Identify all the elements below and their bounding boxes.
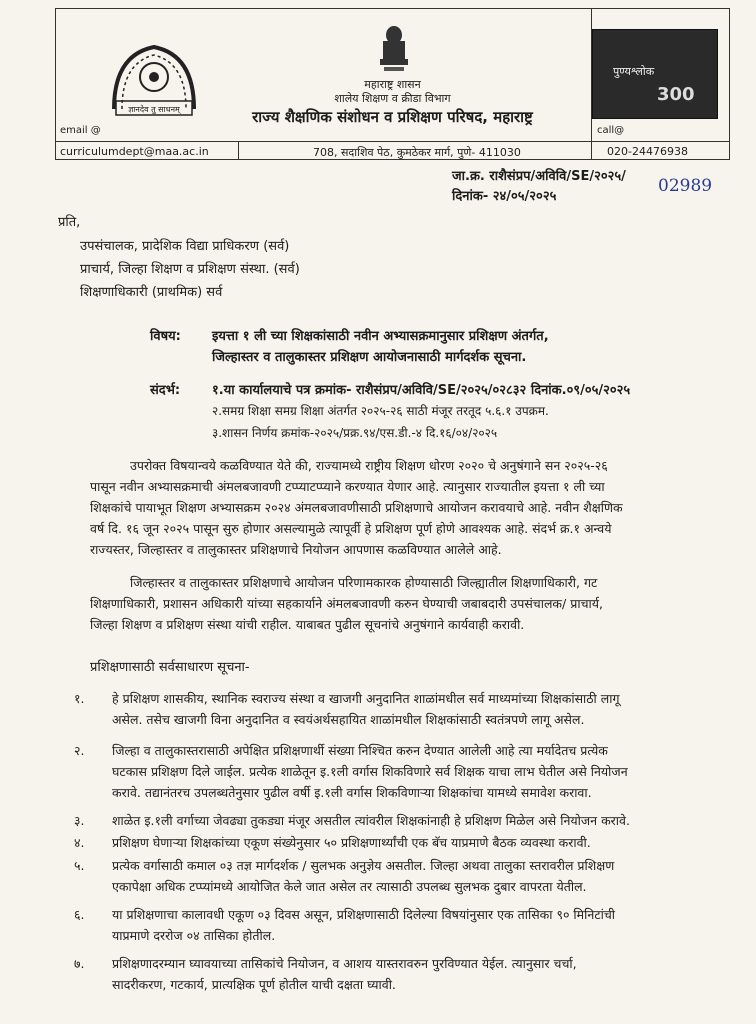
instruction-item <box>112 810 712 831</box>
divider <box>238 141 239 159</box>
call-label: call@ <box>597 125 625 136</box>
item-line: करावे. तद्यानंतरच उपलब्धतेनुसार पुढील वर्षी इ.१ली वर्गास शिकविणाऱ्या शिक्षकांचा यामध्ये समावेश करावा. <box>112 785 592 800</box>
paragraph-line: पासून नवीन अभ्यासक्रमाची अंमलबजावणी टप्प्याटप्प्याने करण्यात येणार आहे. त्यानुसार राज्यातील इयत्ता १ ली च्या <box>90 479 605 494</box>
paragraph-line: जिल्हा शिक्षण व प्रशिक्षण संस्था यांची राहील. याबाबत पुढील सूचनांचे अनुषंगाने कार्यवाही करावी. <box>90 617 525 632</box>
subject-label: विषय: <box>150 329 181 344</box>
item-number: ५. <box>74 858 85 873</box>
instruction-item <box>112 953 712 995</box>
addressee-label: प्रति, <box>58 215 81 230</box>
logo-motto: ज्ञानदेव तु साधनम् <box>128 105 180 114</box>
government-name: महाराष्ट्र शासन <box>364 78 421 91</box>
letter-reference-number: जा.क्र. राशैसंप्रप/अविवि/SE/२०२५/ <box>452 169 626 184</box>
paragraph-line: उपरोक्त विषयान्वये कळविण्यात येते की, राज्यामध्ये राष्ट्रीय शिक्षण धोरण २०२० चे अनुषंगाने सन २०२५-२६ <box>130 458 608 473</box>
item-number: ७. <box>74 956 85 971</box>
instruction-item <box>112 688 712 730</box>
item-line: सादरीकरण, गटकार्य, प्रात्यक्षिक पूर्ण होतील याची दक्षता घ्यावी. <box>112 977 396 992</box>
paragraph-line: राज्यस्तर, जिल्हास्तर व तालुकास्तर प्रशिक्षणाचे नियोजन आपणास कळविण्यात आलेले आहे. <box>90 542 502 557</box>
body-paragraph-1 <box>90 455 700 560</box>
item-line: प्रशिक्षण घेणाऱ्या शिक्षकांच्या एकूण संख्येनुसार ५० प्रशिक्षणार्थ्यांची एक बॅच याप्रमाणे बैठक व्यवस्था करावी. <box>112 835 591 850</box>
instruction-item <box>112 740 712 803</box>
general-instructions-heading: प्रशिक्षणासाठी सर्वसाधारण सूचना- <box>90 660 250 675</box>
letter-date: दिनांक- २४/०५/२०२५ <box>452 189 557 204</box>
recipient-line: प्राचार्य, जिल्हा शिक्षण व प्रशिक्षण संस्था. (सर्व) <box>80 262 300 277</box>
recipient-line: शिक्षणाधिकारी (प्राथमिक) सर्व <box>80 285 223 300</box>
item-line: या प्रशिक्षणाचा कालावधी एकूण ०३ दिवस असून, प्रशिक्षणासाठी दिलेल्या विषयांनुसार एक तासिका ९० मिनिटांची <box>112 907 616 922</box>
anniversary-logo-number: 300 <box>657 84 695 105</box>
reference-line: २.समग्र शिक्षा समग्र शिक्षा अंतर्गत २०२५-२६ साठी मंजूर तरतूद ५.६.१ उपक्रम. <box>212 404 549 418</box>
body-paragraph-2 <box>90 572 700 635</box>
letterhead <box>55 8 730 160</box>
item-line: जिल्हा व तालुकास्तरासाठी अपेक्षित प्रशिक्षणार्थी संख्या निश्चित करुन देण्यात आलेली आहे त्या मर्यादेतच प्रत्येक <box>112 743 608 758</box>
subject-line: इयत्ता १ ली च्या शिक्षकांसाठी नवीन अभ्यासक्रमानुसार प्रशिक्षण अंतर्गत, <box>212 329 549 344</box>
anniversary-logo-tag: पुण्यश्लोक <box>613 65 655 78</box>
item-number: ६. <box>74 907 85 922</box>
email-label: email @ <box>60 125 101 136</box>
instruction-item <box>112 855 712 897</box>
handwritten-outward-number: 02989 <box>658 176 713 196</box>
department-name: शालेय शिक्षण व क्रीडा विभाग <box>334 92 451 105</box>
paragraph-line: शिक्षकांचे पायाभूत शिक्षण अभ्यासक्रम २०२४ अंमलबजावणीसाठी प्रशिक्षणाचे आयोजन करावयाचे आहे. नवीन शैक्षणिक <box>90 500 623 515</box>
council-name: राज्य शैक्षणिक संशोधन व प्रशिक्षण परिषद, महाराष्ट्र <box>252 108 533 126</box>
item-line: घटकास प्रशिक्षण दिले जाईल. प्रत्येक शाळेतून इ.१ली वर्गास शिकविणारे सर्व शिक्षक याचा लाभ घेतील असे नियोजन <box>112 764 628 779</box>
item-line: याप्रमाणे दररोज ०४ तासिका होतील. <box>112 928 276 943</box>
reference-line: ३.शासन निर्णय क्रमांक-२०२५/प्रक्र.९४/एस.डी.-४ दि.१६/०४/२०२५ <box>212 426 498 440</box>
divider <box>56 141 729 142</box>
instruction-item <box>112 904 712 946</box>
item-line: असेल. तसेच खाजगी विना अनुदानित व स्वयंअर्थसहायित शाळांमधील शिक्षकांसाठी स्वतंत्रपणे लागू असेल. <box>112 712 585 727</box>
phone-number: 020-24476938 <box>607 145 688 158</box>
national-emblem-icon <box>374 21 414 73</box>
item-line: शाळेत इ.१ली वर्गाच्या जेवढ्या तुकड्या मंजूर असतील त्यांवरील शिक्षकांनाही हे प्रशिक्षण मिळेल असे नियोजन करावे. <box>112 813 630 828</box>
paragraph-line: वर्ष दि. १६ जून २०२५ पासून सुरु होणार असल्यामुळे त्यापूर्वी हे प्रशिक्षण पूर्ण होणे आवश्यक आहे. संदर्भ क्र.१ अन्वये <box>90 521 612 536</box>
item-line: प्रत्येक वर्गासाठी कमाल ०३ तज्ञ मार्गदर्शक / सुलभक अनुज्ञेय असतील. जिल्हा अथवा तालुका स्तरावरील प्रशिक्षण <box>112 858 615 873</box>
reference-line: १.या कार्यालयाचे पत्र क्रमांक- राशैसंप्रप/अविवि/SE/२०२५/०२८३२ दिनांक.०९/०५/२०२५ <box>212 383 631 398</box>
anniversary-logo <box>592 29 718 119</box>
item-line: प्रशिक्षणादरम्यान घ्यावयाच्या तासिकांचे नियोजन, व आशय यास्तरावरुन पुरविण्यात येईल. त्यानुसार चर्चा, <box>112 956 577 971</box>
subject-line: जिल्हास्तर व तालुकास्तर प्रशिक्षण आयोजनासाठी मार्गदर्शक सूचना. <box>212 350 527 365</box>
references-label: संदर्भ: <box>150 383 181 398</box>
item-line: हे प्रशिक्षण शासकीय, स्थानिक स्वराज्य संस्था व खाजगी अनुदानित शाळांमधील सर्व माध्यमांच्या शिक्षकांसाठी लागू <box>112 691 620 706</box>
item-number: ४. <box>74 835 85 850</box>
office-address: 708, सदाशिव पेठ, कुमठेकर मार्ग, पुणे- 411030 <box>313 146 521 159</box>
paragraph-line: शिक्षणाधिकारी, प्रशासन अधिकारी यांच्या सहकार्याने अंमलबजावणी करुन घेण्याची जबाबदारी उपसंचालक/ प्राचार्य, <box>90 596 603 611</box>
recipient-line: उपसंचालक, प्रादेशिक विद्या प्राधिकरण (सर्व) <box>80 239 290 254</box>
email-address: curriculumdept@maa.ac.in <box>60 145 209 158</box>
instruction-item <box>112 832 712 853</box>
item-number: २. <box>74 743 85 758</box>
item-line: एकापेक्षा अधिक टप्प्यांमध्ये आयोजित केले जात असेल तर त्यासाठी उपलब्ध सुलभक दुबार वापरता येतील. <box>112 879 587 894</box>
paragraph-line: जिल्हास्तर व तालुकास्तर प्रशिक्षणाचे आयोजन परिणामकारक होण्यासाठी जिल्ह्यातील शिक्षणाधिकारी, गट <box>130 575 598 590</box>
item-number: १. <box>74 691 85 706</box>
item-number: ३. <box>74 813 85 828</box>
